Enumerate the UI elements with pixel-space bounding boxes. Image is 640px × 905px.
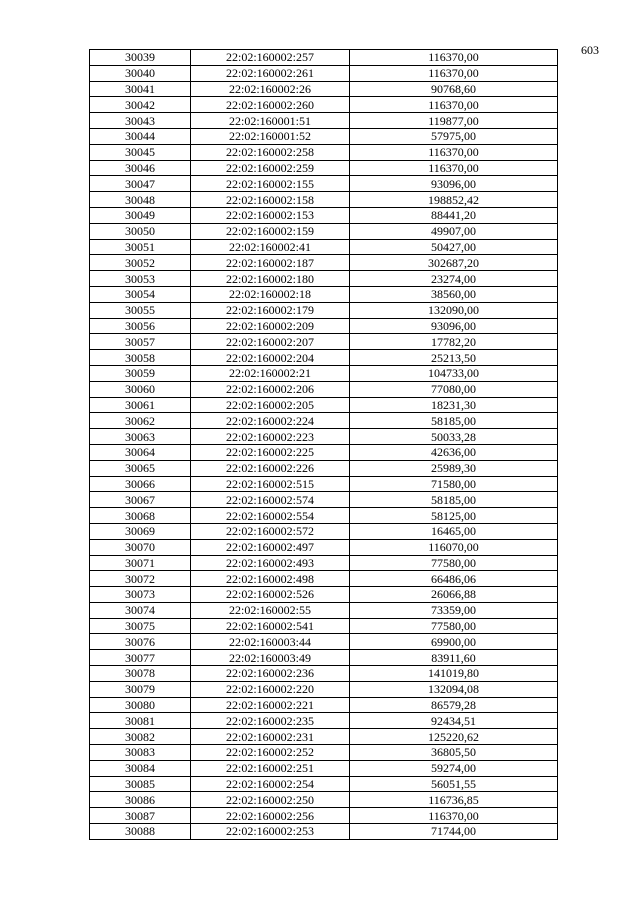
row-number-cell: 30074 — [90, 602, 191, 618]
cadastral-number-cell: 22:02:160002:204 — [191, 350, 350, 366]
row-number-cell: 30075 — [90, 618, 191, 634]
cadastral-value-cell: 119877,00 — [350, 113, 558, 129]
row-number-cell: 30087 — [90, 808, 191, 824]
cadastral-number-cell: 22:02:160002:206 — [191, 381, 350, 397]
row-number-cell: 30040 — [90, 65, 191, 81]
table-row — [90, 429, 558, 445]
row-number-cell: 30067 — [90, 492, 191, 508]
table-row — [90, 618, 558, 634]
cadastral-value-cell: 57975,00 — [350, 128, 558, 144]
table-row — [90, 81, 558, 97]
table-row — [90, 128, 558, 144]
cadastral-number-cell: 22:02:160002:260 — [191, 97, 350, 113]
cadastral-number-cell: 22:02:160002:205 — [191, 397, 350, 413]
cadastral-value-cell: 77080,00 — [350, 381, 558, 397]
table-row — [90, 334, 558, 350]
cadastral-number-cell: 22:02:160002:261 — [191, 65, 350, 81]
table-row — [90, 65, 558, 81]
cadastral-value-cell: 198852,42 — [350, 192, 558, 208]
row-number-cell: 30054 — [90, 286, 191, 302]
row-number-cell: 30082 — [90, 729, 191, 745]
table-row — [90, 144, 558, 160]
cadastral-value-cell: 92434,51 — [350, 713, 558, 729]
row-number-cell: 30072 — [90, 571, 191, 587]
cadastral-value-cell: 90768,60 — [350, 81, 558, 97]
cadastral-value-cell: 93096,00 — [350, 176, 558, 192]
table-row — [90, 302, 558, 318]
cadastral-number-cell: 22:02:160002:26 — [191, 81, 350, 97]
cadastral-number-cell: 22:02:160002:55 — [191, 602, 350, 618]
cadastral-number-cell: 22:02:160002:18 — [191, 286, 350, 302]
row-number-cell: 30047 — [90, 176, 191, 192]
table-row — [90, 160, 558, 176]
cadastral-value-cell: 116370,00 — [350, 50, 558, 66]
cadastral-number-cell: 22:02:160002:207 — [191, 334, 350, 350]
row-number-cell: 30078 — [90, 666, 191, 682]
table-row — [90, 745, 558, 761]
table-row — [90, 492, 558, 508]
cadastral-number-cell: 22:02:160002:235 — [191, 713, 350, 729]
cadastral-value-cell: 86579,28 — [350, 697, 558, 713]
cadastral-value-cell: 125220,62 — [350, 729, 558, 745]
cadastral-value-cell: 69900,00 — [350, 634, 558, 650]
cadastral-value-cell: 38560,00 — [350, 286, 558, 302]
cadastral-value-cell: 16465,00 — [350, 523, 558, 539]
row-number-cell: 30065 — [90, 460, 191, 476]
cadastral-number-cell: 22:02:160002:252 — [191, 745, 350, 761]
row-number-cell: 30050 — [90, 223, 191, 239]
table-row — [90, 365, 558, 381]
row-number-cell: 30086 — [90, 792, 191, 808]
table-row — [90, 681, 558, 697]
cadastral-value-cell: 132094,08 — [350, 681, 558, 697]
row-number-cell: 30064 — [90, 444, 191, 460]
cadastral-value-cell: 71744,00 — [350, 824, 558, 840]
row-number-cell: 30080 — [90, 697, 191, 713]
cadastral-number-cell: 22:02:160002:250 — [191, 792, 350, 808]
cadastral-value-cell: 23274,00 — [350, 271, 558, 287]
cadastral-number-cell: 22:02:160002:226 — [191, 460, 350, 476]
cadastral-value-cell: 116070,00 — [350, 539, 558, 555]
cadastral-number-cell: 22:02:160002:497 — [191, 539, 350, 555]
table-row — [90, 571, 558, 587]
cadastral-value-cell: 49907,00 — [350, 223, 558, 239]
page-number: 603 — [581, 43, 599, 57]
cadastral-value-cell: 116370,00 — [350, 97, 558, 113]
row-number-cell: 30070 — [90, 539, 191, 555]
table-row — [90, 192, 558, 208]
row-number-cell: 30039 — [90, 50, 191, 66]
table-row — [90, 729, 558, 745]
row-number-cell: 30069 — [90, 523, 191, 539]
table-row — [90, 824, 558, 840]
row-number-cell: 30071 — [90, 555, 191, 571]
cadastral-number-cell: 22:02:160002:224 — [191, 413, 350, 429]
table-row — [90, 113, 558, 129]
cadastral-number-cell: 22:02:160002:251 — [191, 760, 350, 776]
cadastral-number-cell: 22:02:160002:155 — [191, 176, 350, 192]
cadastral-number-cell: 22:02:160002:21 — [191, 365, 350, 381]
cadastral-number-cell: 22:02:160003:49 — [191, 650, 350, 666]
cadastral-value-cell: 56051,55 — [350, 776, 558, 792]
cadastral-value-cell: 132090,00 — [350, 302, 558, 318]
cadastral-value-cell: 26066,88 — [350, 587, 558, 603]
row-number-cell: 30083 — [90, 745, 191, 761]
table-row — [90, 650, 558, 666]
row-number-cell: 30042 — [90, 97, 191, 113]
cadastral-value-cell: 77580,00 — [350, 555, 558, 571]
row-number-cell: 30068 — [90, 508, 191, 524]
row-number-cell: 30066 — [90, 476, 191, 492]
row-number-cell: 30051 — [90, 239, 191, 255]
row-number-cell: 30084 — [90, 760, 191, 776]
table-row — [90, 760, 558, 776]
cadastral-value-cell: 77580,00 — [350, 618, 558, 634]
cadastral-value-cell: 18231,30 — [350, 397, 558, 413]
table-row — [90, 207, 558, 223]
cadastral-value-cell: 73359,00 — [350, 602, 558, 618]
cadastral-number-cell: 22:02:160002:498 — [191, 571, 350, 587]
cadastral-value-cell: 59274,00 — [350, 760, 558, 776]
cadastral-value-cell: 116370,00 — [350, 808, 558, 824]
cadastral-number-cell: 22:02:160002:223 — [191, 429, 350, 445]
row-number-cell: 30061 — [90, 397, 191, 413]
table-body — [90, 50, 558, 840]
cadastral-number-cell: 22:02:160002:256 — [191, 808, 350, 824]
table-row — [90, 255, 558, 271]
cadastral-value-cell: 83911,60 — [350, 650, 558, 666]
cadastral-value-cell: 88441,20 — [350, 207, 558, 223]
cadastral-number-cell: 22:02:160002:257 — [191, 50, 350, 66]
row-number-cell: 30079 — [90, 681, 191, 697]
cadastral-value-cell: 25989,30 — [350, 460, 558, 476]
row-number-cell: 30059 — [90, 365, 191, 381]
cadastral-value-cell: 50033,28 — [350, 429, 558, 445]
table-row — [90, 666, 558, 682]
cadastral-number-cell: 22:02:160002:231 — [191, 729, 350, 745]
cadastral-value-cell: 141019,80 — [350, 666, 558, 682]
table-row — [90, 523, 558, 539]
row-number-cell: 30076 — [90, 634, 191, 650]
cadastral-number-cell: 22:02:160002:515 — [191, 476, 350, 492]
cadastral-value-cell: 50427,00 — [350, 239, 558, 255]
cadastral-number-cell: 22:02:160002:574 — [191, 492, 350, 508]
table-row — [90, 634, 558, 650]
table-row — [90, 460, 558, 476]
row-number-cell: 30049 — [90, 207, 191, 223]
cadastral-number-cell: 22:02:160002:236 — [191, 666, 350, 682]
table-row — [90, 713, 558, 729]
table-row — [90, 239, 558, 255]
cadastral-value-cell: 66486,06 — [350, 571, 558, 587]
cadastral-number-cell: 22:02:160002:158 — [191, 192, 350, 208]
cadastral-number-cell: 22:02:160001:52 — [191, 128, 350, 144]
cadastral-value-cell: 36805,50 — [350, 745, 558, 761]
cadastral-number-cell: 22:02:160002:259 — [191, 160, 350, 176]
row-number-cell: 30046 — [90, 160, 191, 176]
cadastral-number-cell: 22:02:160002:187 — [191, 255, 350, 271]
table-row — [90, 602, 558, 618]
table-row — [90, 350, 558, 366]
row-number-cell: 30058 — [90, 350, 191, 366]
cadastral-number-cell: 22:02:160002:209 — [191, 318, 350, 334]
cadastral-number-cell: 22:02:160002:253 — [191, 824, 350, 840]
cadastral-number-cell: 22:02:160003:44 — [191, 634, 350, 650]
cadastral-number-cell: 22:02:160002:221 — [191, 697, 350, 713]
row-number-cell: 30073 — [90, 587, 191, 603]
cadastral-value-cell: 42636,00 — [350, 444, 558, 460]
row-number-cell: 30056 — [90, 318, 191, 334]
cadastral-value-cell: 116736,85 — [350, 792, 558, 808]
table-row — [90, 697, 558, 713]
table-row — [90, 539, 558, 555]
cadastral-value-cell: 116370,00 — [350, 160, 558, 176]
table-row — [90, 176, 558, 192]
table-row — [90, 776, 558, 792]
cadastral-value-cell: 302687,20 — [350, 255, 558, 271]
table-row — [90, 476, 558, 492]
row-number-cell: 30077 — [90, 650, 191, 666]
cadastral-number-cell: 22:02:160002:493 — [191, 555, 350, 571]
cadastral-number-cell: 22:02:160002:180 — [191, 271, 350, 287]
cadastral-number-cell: 22:02:160002:258 — [191, 144, 350, 160]
cadastral-number-cell: 22:02:160002:554 — [191, 508, 350, 524]
row-number-cell: 30060 — [90, 381, 191, 397]
cadastral-value-cell: 71580,00 — [350, 476, 558, 492]
table-row — [90, 413, 558, 429]
row-number-cell: 30048 — [90, 192, 191, 208]
cadastral-number-cell: 22:02:160001:51 — [191, 113, 350, 129]
row-number-cell: 30085 — [90, 776, 191, 792]
table-row — [90, 444, 558, 460]
table-row — [90, 397, 558, 413]
cadastral-value-table — [89, 49, 558, 840]
row-number-cell: 30053 — [90, 271, 191, 287]
cadastral-value-cell: 116370,00 — [350, 144, 558, 160]
cadastral-value-cell: 93096,00 — [350, 318, 558, 334]
row-number-cell: 30063 — [90, 429, 191, 445]
cadastral-value-cell: 25213,50 — [350, 350, 558, 366]
table-row — [90, 508, 558, 524]
table-row — [90, 318, 558, 334]
table-row — [90, 223, 558, 239]
table-row — [90, 97, 558, 113]
table-row — [90, 587, 558, 603]
row-number-cell: 30088 — [90, 824, 191, 840]
cadastral-value-cell: 116370,00 — [350, 65, 558, 81]
row-number-cell: 30052 — [90, 255, 191, 271]
cadastral-number-cell: 22:02:160002:254 — [191, 776, 350, 792]
row-number-cell: 30062 — [90, 413, 191, 429]
cadastral-number-cell: 22:02:160002:572 — [191, 523, 350, 539]
table-row — [90, 286, 558, 302]
cadastral-number-cell: 22:02:160002:541 — [191, 618, 350, 634]
cadastral-number-cell: 22:02:160002:179 — [191, 302, 350, 318]
row-number-cell: 30045 — [90, 144, 191, 160]
row-number-cell: 30043 — [90, 113, 191, 129]
table-row — [90, 50, 558, 66]
row-number-cell: 30081 — [90, 713, 191, 729]
cadastral-value-cell: 104733,00 — [350, 365, 558, 381]
table-row — [90, 555, 558, 571]
table-row — [90, 792, 558, 808]
row-number-cell: 30055 — [90, 302, 191, 318]
table-row — [90, 381, 558, 397]
cadastral-value-cell: 58125,00 — [350, 508, 558, 524]
table-row — [90, 271, 558, 287]
cadastral-value-cell: 17782,20 — [350, 334, 558, 350]
cadastral-number-cell: 22:02:160002:159 — [191, 223, 350, 239]
cadastral-number-cell: 22:02:160002:526 — [191, 587, 350, 603]
cadastral-number-cell: 22:02:160002:153 — [191, 207, 350, 223]
row-number-cell: 30044 — [90, 128, 191, 144]
cadastral-number-cell: 22:02:160002:225 — [191, 444, 350, 460]
cadastral-value-cell: 58185,00 — [350, 413, 558, 429]
row-number-cell: 30057 — [90, 334, 191, 350]
cadastral-number-cell: 22:02:160002:41 — [191, 239, 350, 255]
cadastral-value-cell: 58185,00 — [350, 492, 558, 508]
row-number-cell: 30041 — [90, 81, 191, 97]
cadastral-number-cell: 22:02:160002:220 — [191, 681, 350, 697]
table-row — [90, 808, 558, 824]
